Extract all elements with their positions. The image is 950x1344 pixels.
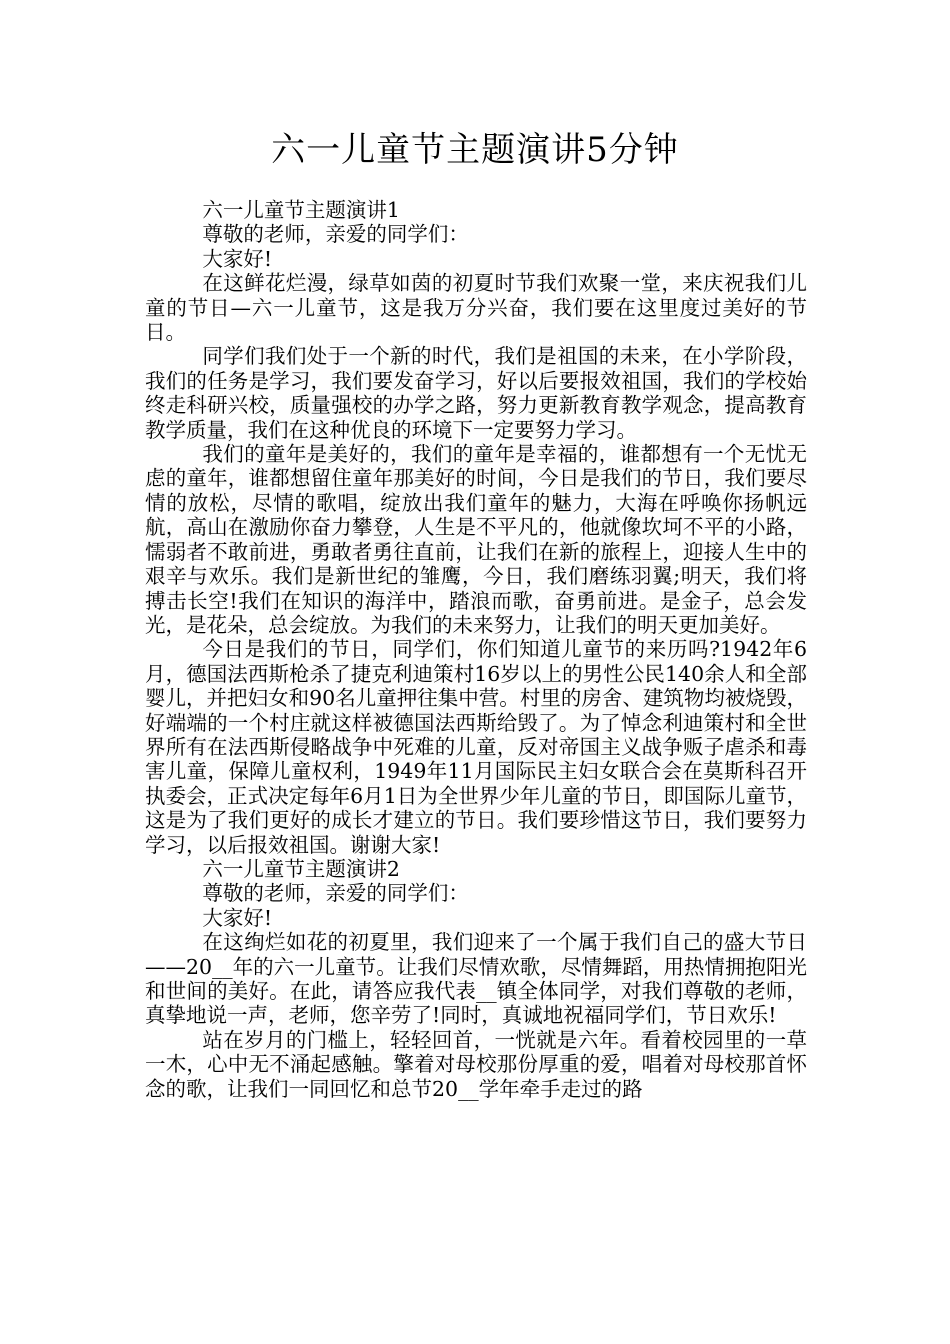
greeting-2: 大家好! <box>202 905 273 930</box>
body-paragraph: 今日是我们的节日，同学们，你们知道儿童节的来历吗?1942年6月，德国法西斯枪杀了捷克利迪策村16岁以上的男性公民140余人和全部婴儿，并把妇女和90名儿童押往集中营。村里的房舍、建筑物均被烧毁，好端端的一个村庄就这样被德国法西斯给毁了。为了悼念利迪策村和全世界所有在法西斯侵略战争中死难的儿童，反对帝国主义战争贩子虐杀和毒害儿童，保障儿童权利，1949年11月国际民主妇女联合会在莫斯科召开执委会，正式决定每年6月1日为全世界少年儿童的节日，即国际儿童节，这是为了我们更好的成长才建立的节日。我们要珍惜这节日，我们要努力学习，以后报效祖国。谢谢大家! <box>145 637 807 857</box>
body-paragraph: 我们的童年是美好的，我们的童年是幸福的，谁都想有一个无忧无虑的童年，谁都想留住童年那美好的时间，今日是我们的节日，我们要尽情的放松，尽情的歌唱，绽放出我们童年的魅力，大海在呼唤你扬帆远航，高山在激励你奋力攀登，人生是不平凡的，他就像坎坷不平的小路，懦弱者不敢前进，勇敢者勇往直前，让我们在新的旅程上，迎接人生中的艰辛与欢乐。我们是新世纪的雏鹰，今日，我们磨练羽翼;明天，我们将搏击长空!我们在知识的海洋中，踏浪而歌，奋勇前进。是金子，总会发光，是花朵，总会绽放。为我们的未来努力，让我们的明天更加美好。 <box>145 442 807 637</box>
body-paragraph: 同学们我们处于一个新的时代，我们是祖国的未来，在小学阶段，我们的任务是学习，我们要发奋学习，好以后要报效祖国，我们的学校始终走科研兴校，质量强校的办学之路，努力更新教育教学观念，提高教育教学质量，我们在这种优良的环境下一定要努力学习。 <box>145 344 807 442</box>
salutation-2: 尊敬的老师，亲爱的同学们： <box>202 881 469 906</box>
body-paragraph: 在这绚烂如花的初夏里，我们迎来了一个属于我们自己的盛大节日——20__年的六一儿童节。让我们尽情欢歌，尽情舞蹈，用热情拥抱阳光和世间的美好。在此，请答应我代表__镇全体同学，对我们尊敬的老师，真挚地说一声，老师，您辛劳了!同时，真诚地祝福同学们，节日欢乐! <box>145 930 807 1028</box>
body-paragraph: 在这鲜花烂漫，绿草如茵的初夏时节我们欢聚一堂，来庆祝我们儿童的节日—六一儿童节，这是我万分兴奋，我们要在这里度过美好的节日。 <box>145 271 807 345</box>
body-paragraph: 站在岁月的门槛上，轻轻回首，一恍就是六年。看着校园里的一草一木，心中无不涌起感触。擎着对母校那份厚重的爱，唱着对母校那首怀念的歌，让我们一同回忆和总节20__学年牵手走过的路 <box>145 1027 807 1101</box>
salutation-1: 尊敬的老师，亲爱的同学们： <box>202 222 469 247</box>
speech-heading-2: 六一儿童节主题演讲2 <box>202 856 400 881</box>
speech-heading-1: 六一儿童节主题演讲1 <box>202 198 400 222</box>
document-title: 六一儿童节主题演讲5分钟 <box>271 130 679 170</box>
greeting-1: 大家好! <box>202 246 273 271</box>
document-body <box>145 198 807 1101</box>
